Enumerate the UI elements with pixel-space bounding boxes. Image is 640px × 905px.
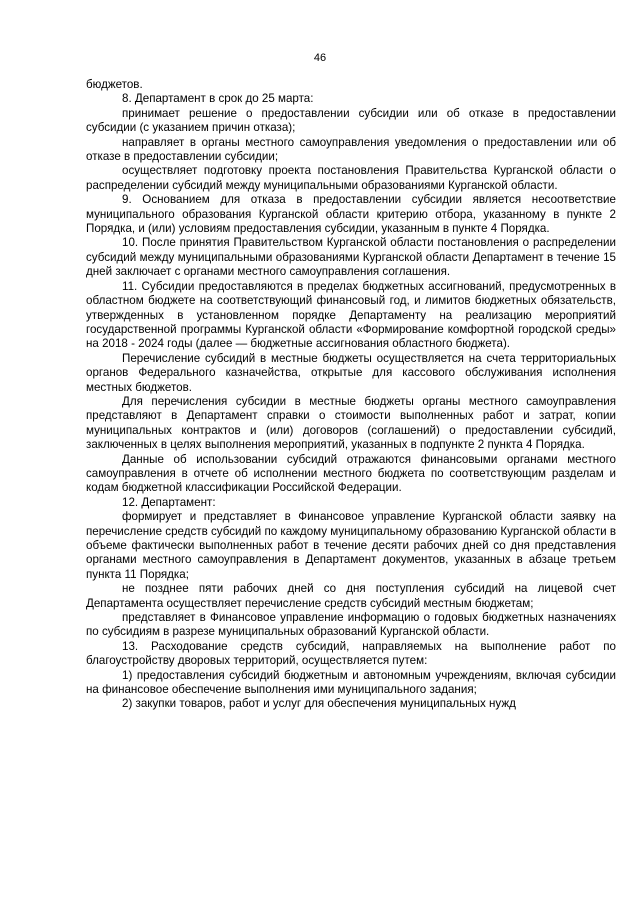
page-number: 46 [313, 52, 327, 64]
paragraph-subitem-2: 2) закупки товаров, работ и услуг для обеспечения муниципальных нужд [122, 697, 516, 711]
paragraph-subitem-1: 1) предоставления субсидий бюджетным и автономным учреждениям, включая субсидии на финансовое обеспечение выполнения ими муниципального задания; [86, 668, 616, 697]
paragraph-item-12: 12. Департамент: [122, 495, 216, 509]
paragraph: формирует и представляет в Финансовое управление Курганской области заявку на перечисление средств субсидий по каждому муниципальному образованию Курганской области в объеме фактически выполненных работ в течение десяти рабочих дней со дня представления органами местного самоуправления в Департамент документов, указанных в абзаце третьем пункта 11 Порядка; [86, 510, 616, 581]
paragraph: направляет в органы местного самоуправления уведомления о предоставлении или об отказе в предоставлении субсидии; [86, 135, 616, 164]
paragraph-item-13: 13. Расходование средств субсидий, направляемых на выполнение работ по благоустройству дворовых территорий, осуществляется путем: [86, 639, 616, 668]
paragraph-item-11: 11. Субсидии предоставляются в пределах бюджетных ассигнований, предусмотренных в областном бюджете на соответствующий финансовый год, и лимитов бюджетных обязательств, утвержденных в установленном порядке Департаменту на реализацию мероприятий государственной программы Курганской области «Формирование комфортной городской среды» на 2018 - 2024 годы (далее — бюджетные ассигнования областного бюджета). [86, 279, 616, 351]
paragraph: осуществляет подготовку проекта постановления Правительства Курганской области о распределении субсидий между муниципальными образованиями Курганской области. [86, 164, 616, 192]
paragraph: Для перечисления субсидии в местные бюджеты органы местного самоуправления представляют в Департамент справки о стоимости выполненных работ и затрат, копии муниципальных контрактов и (или) договоров (соглашений) о предоставлении субсидий, заключенных в целях выполнения мероприятий, указанных в подпункте 2 пункта 4 Порядка. [86, 394, 616, 452]
paragraph: принимает решение о предоставлении субсидии или об отказе в предоставлении субсидии (с указанием причин отказа); [86, 106, 616, 135]
document-body [86, 78, 616, 712]
paragraph-continuation: бюджетов. [86, 78, 143, 91]
paragraph: Перечисление субсидий в местные бюджеты осуществляется на счета территориальных органов Федерального казначейства, открытые для кассового обслуживания исполнения местных бюджетов. [86, 351, 616, 394]
paragraph: Данные об использовании субсидий отражаются финансовыми органами местного самоуправления в отчете об исполнении местного бюджета по соответствующим разделам и кодам бюджетной классификации Российской Федерации. [86, 452, 616, 495]
paragraph-item-9: 9. Основанием для отказа в предоставлении субсидии является несоответствие муниципального образования Курганской области критерию отбора, указанному в пункте 2 Порядка, и (или) условиям предоставления субсидии, указанным в пункте 4 Порядка. [86, 193, 616, 236]
paragraph: представляет в Финансовое управление информацию о годовых бюджетных назначениях по субсидиям в разрезе муниципальных образований Курганской области. [86, 611, 616, 639]
paragraph: не позднее пяти рабочих дней со дня поступления субсидий на лицевой счет Департамента осуществляет перечисление средств субсидий местным бюджетам; [86, 582, 616, 610]
paragraph-item-10: 10. После принятия Правительством Курганской области постановления о распределении субсидий между муниципальными образованиями Курганской области Департамент в течение 15 дней заключает с органами местного самоуправления соглашения. [86, 236, 616, 279]
paragraph-item-8: 8. Департамент в срок до 25 марта: [122, 92, 314, 106]
